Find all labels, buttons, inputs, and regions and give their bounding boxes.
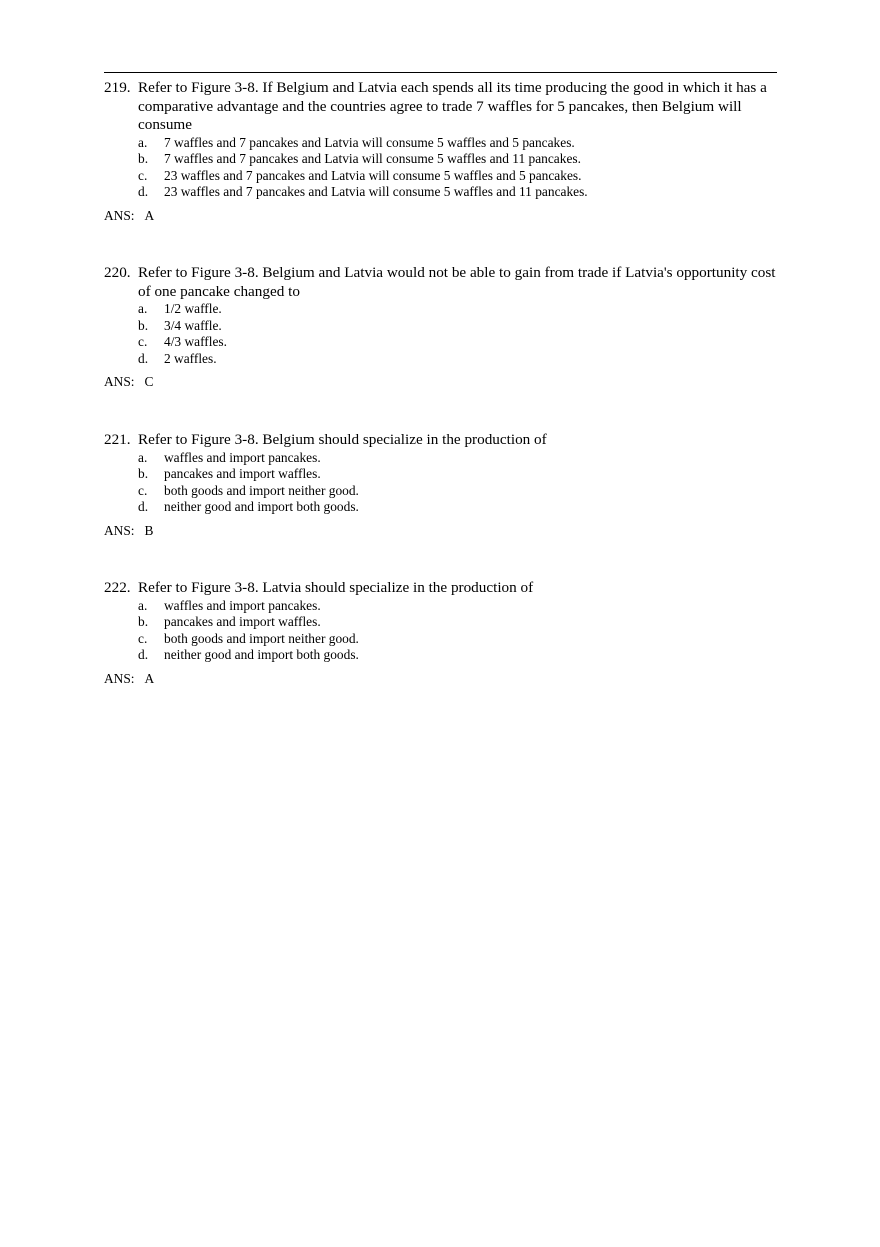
question-stem <box>104 79 784 135</box>
question-stem <box>104 579 784 598</box>
question-text: Refer to Figure 3-8. If Belgium and Latvia each spends all its time producing the good in which it has a comparative advantage and the countries agree to trade 7 waffles for 5 pancakes, then Belgium will consume <box>138 79 767 133</box>
question-number: 220. <box>104 264 131 281</box>
option-c <box>138 631 784 648</box>
option-letter: c. <box>138 334 148 350</box>
option-letter: d. <box>138 499 149 515</box>
option-text: 23 waffles and 7 pancakes and Latvia will consume 5 waffles and 11 pancakes. <box>164 184 588 200</box>
option-text: pancakes and import waffles. <box>164 466 321 482</box>
option-text: neither good and import both goods. <box>164 647 359 663</box>
answer-line <box>104 374 784 390</box>
option-letter: a. <box>138 597 148 613</box>
option-a <box>138 301 784 318</box>
question-text: Refer to Figure 3-8. Latvia should specialize in the production of <box>138 579 534 596</box>
option-d <box>138 184 784 201</box>
option-letter: d. <box>138 350 149 366</box>
option-list <box>104 135 784 201</box>
question-222 <box>104 579 784 687</box>
option-d <box>138 499 784 516</box>
option-letter: c. <box>138 630 148 646</box>
option-c <box>138 168 784 185</box>
question-221 <box>104 431 784 539</box>
option-text: 7 waffles and 7 pancakes and Latvia will consume 5 waffles and 11 pancakes. <box>164 151 581 167</box>
question-text: Refer to Figure 3-8. Belgium and Latvia would not be able to gain from trade if Latvia's opportunity cost of one pancake changed to <box>138 264 776 300</box>
question-number: 222. <box>104 579 131 596</box>
option-list <box>104 450 784 516</box>
option-text: waffles and import pancakes. <box>164 449 321 465</box>
option-b <box>138 614 784 631</box>
answer-line <box>104 671 784 687</box>
option-letter: b. <box>138 151 149 167</box>
option-letter: b. <box>138 614 149 630</box>
option-list <box>104 301 784 367</box>
top-divider <box>104 72 777 73</box>
option-a <box>138 598 784 615</box>
option-text: neither good and import both goods. <box>164 499 359 515</box>
option-c <box>138 483 784 500</box>
option-letter: b. <box>138 466 149 482</box>
option-a <box>138 135 784 152</box>
option-b <box>138 151 784 168</box>
answer-label: ANS: <box>104 374 135 390</box>
option-letter: b. <box>138 317 149 333</box>
option-list <box>104 598 784 664</box>
option-letter: a. <box>138 134 148 150</box>
option-text: 23 waffles and 7 pancakes and Latvia will consume 5 waffles and 5 pancakes. <box>164 167 582 183</box>
option-text: 2 waffles. <box>164 350 217 366</box>
question-number: 219. <box>104 79 131 96</box>
option-letter: d. <box>138 184 149 200</box>
answer-line <box>104 208 784 224</box>
answer-value: B <box>144 522 154 538</box>
option-text: waffles and import pancakes. <box>164 597 321 613</box>
option-letter: a. <box>138 301 148 316</box>
option-text: 1/2 waffle. <box>164 301 222 316</box>
option-letter: c. <box>138 167 148 183</box>
option-letter: c. <box>138 482 148 498</box>
answer-label: ANS: <box>104 522 135 538</box>
option-b <box>138 318 784 335</box>
option-text: 4/3 waffles. <box>164 334 227 350</box>
option-d <box>138 647 784 664</box>
question-stem <box>104 431 784 450</box>
option-letter: d. <box>138 647 149 663</box>
answer-label: ANS: <box>104 207 135 223</box>
question-stem <box>104 264 784 301</box>
option-c <box>138 334 784 351</box>
question-220 <box>104 264 784 390</box>
option-text: pancakes and import waffles. <box>164 614 321 630</box>
answer-line <box>104 523 784 539</box>
option-letter: a. <box>138 449 148 465</box>
question-219 <box>104 79 784 224</box>
option-text: 7 waffles and 7 pancakes and Latvia will consume 5 waffles and 5 pancakes. <box>164 134 575 150</box>
option-b <box>138 466 784 483</box>
question-text: Refer to Figure 3-8. Belgium should specialize in the production of <box>138 431 547 448</box>
answer-label: ANS: <box>104 670 135 686</box>
question-number: 221. <box>104 431 131 448</box>
option-d <box>138 351 784 368</box>
option-text: 3/4 waffle. <box>164 317 222 333</box>
answer-value: A <box>144 670 155 686</box>
option-text: both goods and import neither good. <box>164 482 359 498</box>
option-text: both goods and import neither good. <box>164 630 359 646</box>
answer-value: A <box>144 207 155 223</box>
option-a <box>138 450 784 467</box>
answer-value: C <box>144 374 154 390</box>
